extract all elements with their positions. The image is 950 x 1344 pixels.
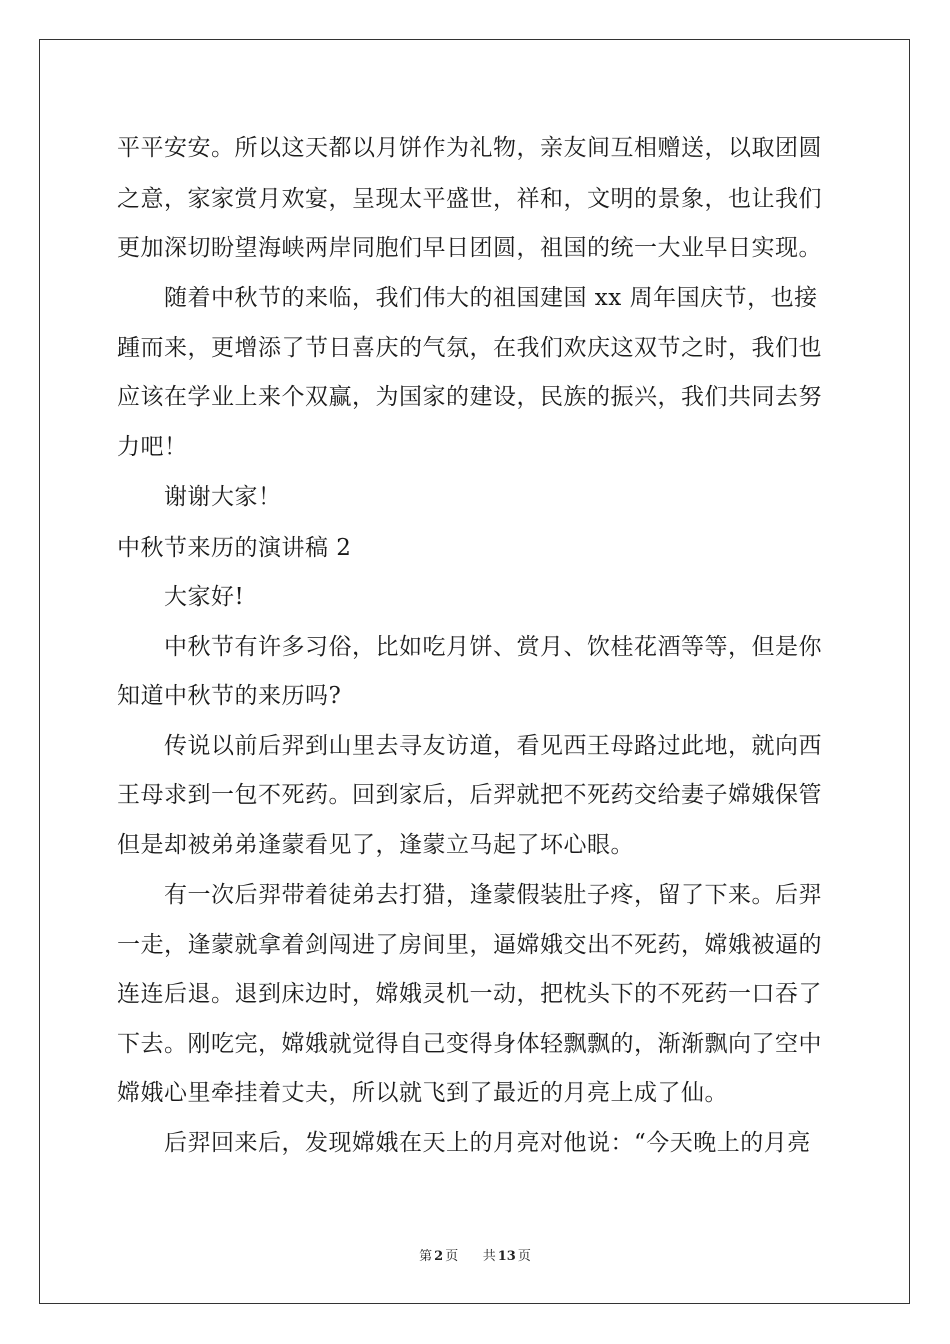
greeting-line: 大家好! [164, 584, 245, 610]
thanks-line: 谢谢大家！ [164, 484, 282, 510]
text-line: 王母求到一包不死药。回到家后，后羿就把不死药交给妻子嫦娥保管 [117, 782, 822, 808]
paragraph-first-line: 随着中秋节的来临，我们伟大的祖国建国 xx 周年国庆节，也接 [164, 285, 818, 311]
text-line: 一走，逢蒙就拿着剑闯进了房间里，逼嫦娥交出不死药，嫦娥被逼的 [117, 932, 822, 958]
text-line: 知道中秋节的来历吗? [117, 683, 342, 709]
paragraph-first-line: 后羿回来后，发现嫦娥在天上的月亮对他说：“今天晚上的月亮 [164, 1130, 811, 1156]
page-border [39, 39, 910, 1304]
text-line: 连连后退。退到床边时，嫦娥灵机一动，把枕头下的不死药一口吞了 [117, 981, 822, 1007]
total-pages: 共 13 页 [482, 1249, 531, 1264]
page-number: 第 2 页 [419, 1249, 459, 1264]
page-footer [0, 1248, 950, 1266]
text-line: 力吧！ [117, 434, 188, 460]
text-line: 嫦娥心里牵挂着丈夫，所以就飞到了最近的月亮上成了仙。 [117, 1080, 728, 1106]
text-line: 踵而来，更增添了节日喜庆的气氛，在我们欢庆这双节之时，我们也 [117, 335, 822, 361]
text-line: 更加深切盼望海峡两岸同胞们早日团圆，祖国的统一大业早日实现。 [117, 235, 822, 261]
text-line: 下去。刚吃完，嫦娥就觉得自己变得身体轻飘飘的，渐渐飘向了空中 [117, 1031, 822, 1057]
paragraph-first-line: 有一次后羿带着徒弟去打猎，逢蒙假装肚子疼，留了下来。后羿 [164, 882, 822, 908]
text-line: 之意，家家赏月欢宴，呈现太平盛世，祥和，文明的景象，也让我们 [117, 186, 822, 212]
paragraph-first-line: 中秋节有许多习俗，比如吃月饼、赏月、饮桂花酒等等，但是你 [164, 634, 822, 660]
text-line: 应该在学业上来个双赢，为国家的建设，民族的振兴，我们共同去努 [117, 384, 822, 410]
paragraph-first-line: 传说以前后羿到山里去寻友访道，看见西王母路过此地，就向西 [164, 733, 822, 759]
text-line: 平平安安。所以这天都以月饼作为礼物，亲友间互相赠送，以取团圆 [117, 135, 822, 161]
section-title: 中秋节来历的演讲稿 2 [117, 535, 352, 561]
text-line: 但是却被弟弟逢蒙看见了，逢蒙立马起了坏心眼。 [117, 832, 634, 858]
